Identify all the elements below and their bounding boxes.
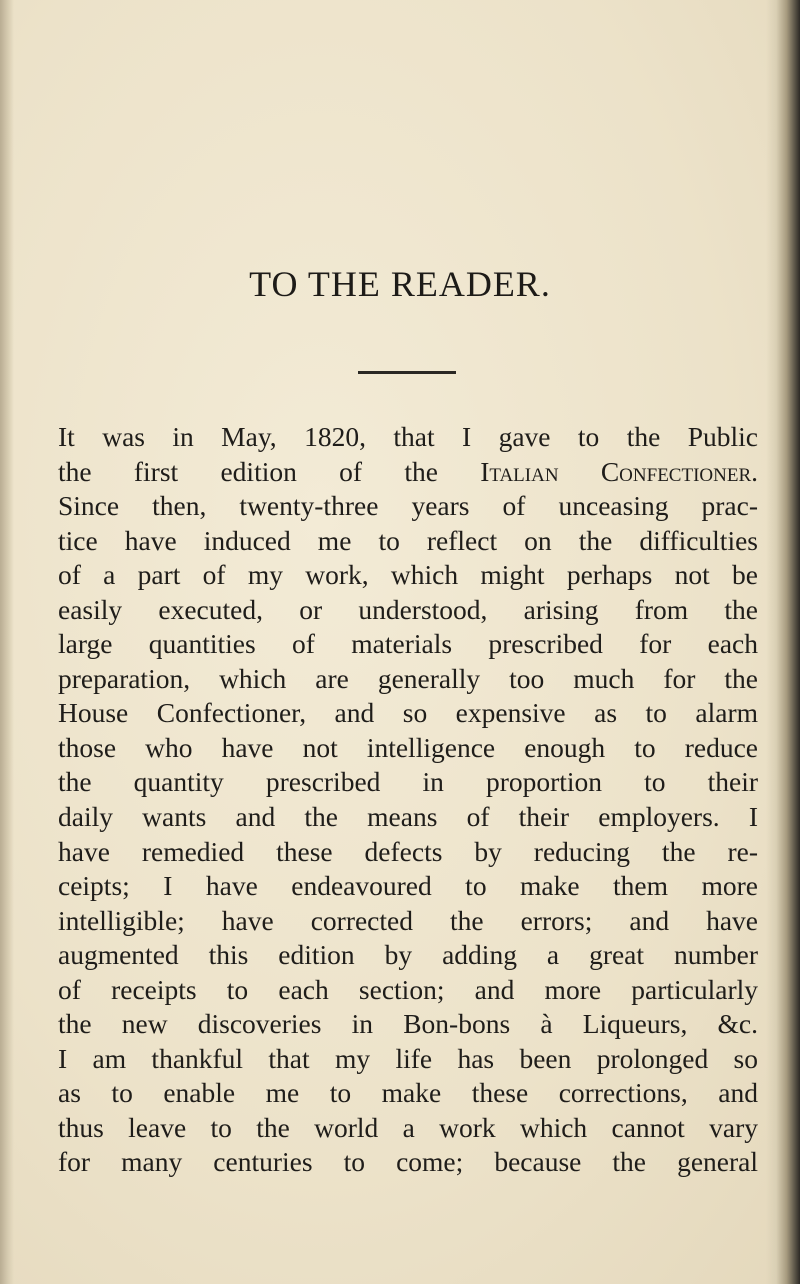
text-line: daily wants and the means of their employers. I (58, 801, 758, 833)
text-line: House Confectioner, and so expensive as to alarm (58, 697, 758, 729)
text-line: of a part of my work, which might perhaps not be (58, 559, 758, 591)
text-line: the new discoveries in Bon-bons à Liqueurs, &c. (58, 1008, 758, 1040)
text-line: preparation, which are generally too much for the (58, 662, 758, 694)
heading-rule (358, 371, 456, 374)
text-line: for many centuries to come; because the general (58, 1146, 758, 1178)
text-line: augmented this edition by adding a great number (58, 939, 758, 971)
text-line: ceipts; I have endeavoured to make them more (58, 870, 758, 902)
page-heading: TO THE READER. (249, 264, 551, 304)
text-line: It was in May, 1820, that I gave to the Public (58, 421, 758, 452)
text-line: tice have induced me to reflect on the difficulties (58, 524, 758, 556)
text-line: have remedied these defects by reducing the re- (58, 835, 758, 867)
body-paragraph (58, 420, 758, 1180)
text-line: as to enable me to make these corrections, and (58, 1077, 758, 1109)
page-gutter-shadow (0, 0, 14, 1284)
text-line: thus leave to the world a work which cannot vary (58, 1111, 758, 1143)
text-line: the first edition of the Italian Confectioner. (58, 455, 759, 487)
text-line: Since then, twenty-three years of unceasing prac- (58, 490, 758, 522)
text-line: I am thankful that my life has been prolonged so (58, 1042, 758, 1074)
text-line: intelligible; have corrected the errors; and have (58, 904, 758, 936)
text-line: large quantities of materials prescribed for each (58, 628, 758, 660)
page-edge-shadow (766, 0, 800, 1284)
book-title-small-caps: Italian Confectioner (480, 455, 752, 487)
text-line: of receipts to each section; and more particularly (58, 973, 758, 1005)
text-line: easily executed, or understood, arising from the (58, 593, 758, 625)
text-line: those who have not intelligence enough to reduce (58, 731, 758, 763)
text-line: the quantity prescribed in proportion to their (58, 766, 758, 798)
